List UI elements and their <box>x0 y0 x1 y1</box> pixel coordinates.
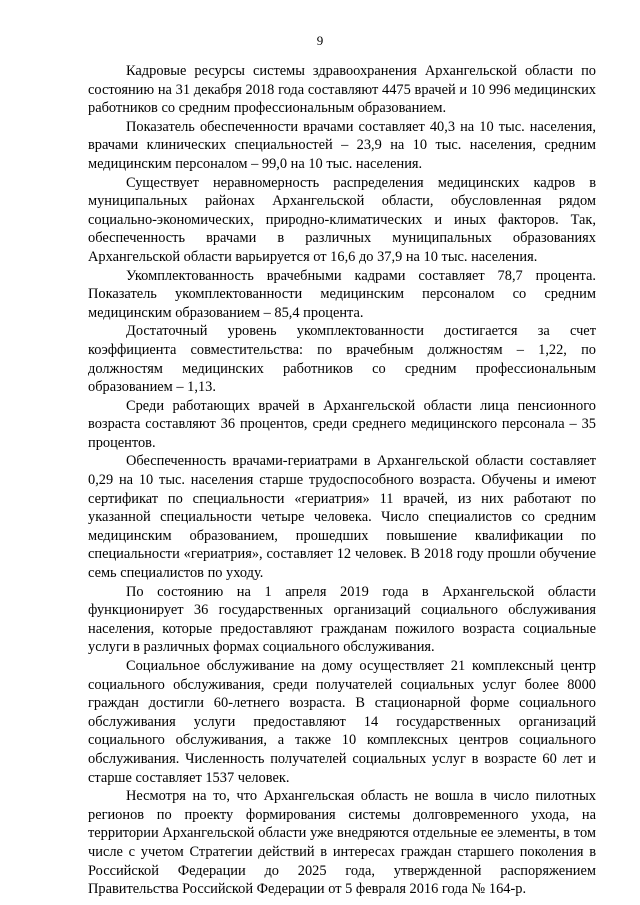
paragraph-uneven-distribution: Существует неравномерность распределения медицинских кадров в муниципальных районах Архангельской области, обусловленная рядом социально-экономических, природно-климатических и иных факторов. Так, обеспеченность врачами в различных муниципальных образованиях Архангельской области варьируется от 16,6 до 37,9 на 10 тыс. населения. <box>88 174 596 265</box>
page-body <box>88 62 596 899</box>
paragraph-home-care: Социальное обслуживание на дому осуществляет 21 комплексный центр социального обслуживания, среди получателей социальных услуг более 8000 граждан достигли 60-летнего возраста. В стационарной форме социального обслуживания услуги предоставляют 14 государственных организаций социального обслуживания, а также 10 комплексных центров социального обслуживания. Численность получателей социальных услуг в возрасте 60 лет и старше составляет 1537 человек. <box>88 658 596 786</box>
paragraph-staffing-level: Укомплектованность врачебными кадрами составляет 78,7 процента. Показатель укомплектованности медицинским персоналом со средним медицинским образованием – 85,4 процента. <box>88 267 596 321</box>
paragraph-doctor-ratio: Показатель обеспеченности врачами составляет 40,3 на 10 тыс. населения, врачами клинических специальностей – 23,9 на 10 тыс. населения, средним медицинским персоналом – 99,0 на 10 тыс. населения. <box>88 118 596 172</box>
paragraph-staff-resources: Кадровые ресурсы системы здравоохранения Архангельской области по состоянию на 31 декабря 2018 года составляют 4475 врачей и 10 996 медицинских работников со средним профессиональным образованием. <box>88 63 596 117</box>
page-number: 9 <box>316 33 324 48</box>
paragraph-geriatricians: Обеспеченность врачами-гериатрами в Архангельской области составляет 0,29 на 10 тыс. населения старше трудоспособного возраста. Обучены и имеют сертификат по специальности «гериатрия» 11 врачей, из них работают по указанной специальности четыре человека. Число специалистов со средним медицинским образованием, прошедших повышение квалификации по специальности «гериатрия», составляет 12 человек. В 2018 году прошли обучение семь специалистов по уходу. <box>88 453 596 582</box>
paragraph-pension-age: Среди работающих врачей в Архангельской области лица пенсионного возраста составляют 36 процентов, среди среднего медицинского персонала – 35 процентов. <box>88 397 596 451</box>
paragraph-part-time-coefficient: Достаточный уровень укомплектованности достигается за счет коэффициента совместительства: по врачебным должностям – 1,22, по должностям медицинских работников со средним профессиональным образованием – 1,13. <box>88 323 596 396</box>
paragraph-long-term-care: Несмотря на то, что Архангельская область не вошла в число пилотных регионов по проекту формирования системы долговременного ухода, на территории Архангельской области уже внедряются отдельные ее элементы, в том числе с учетом Стратегии действий в интересах граждан старшего поколения в Российской Федерации до 2025 года, утвержденной распоряжением Правительства Российской Федерации от 5 февраля 2016 года № 164-р. <box>88 788 596 898</box>
paragraph-social-organizations: По состоянию на 1 апреля 2019 года в Архангельской области функционирует 36 государственных организаций социального обслуживания населения, которые предоставляют гражданам пожилого возраста социальные услуги в различных формах социального обслуживания. <box>88 583 596 656</box>
